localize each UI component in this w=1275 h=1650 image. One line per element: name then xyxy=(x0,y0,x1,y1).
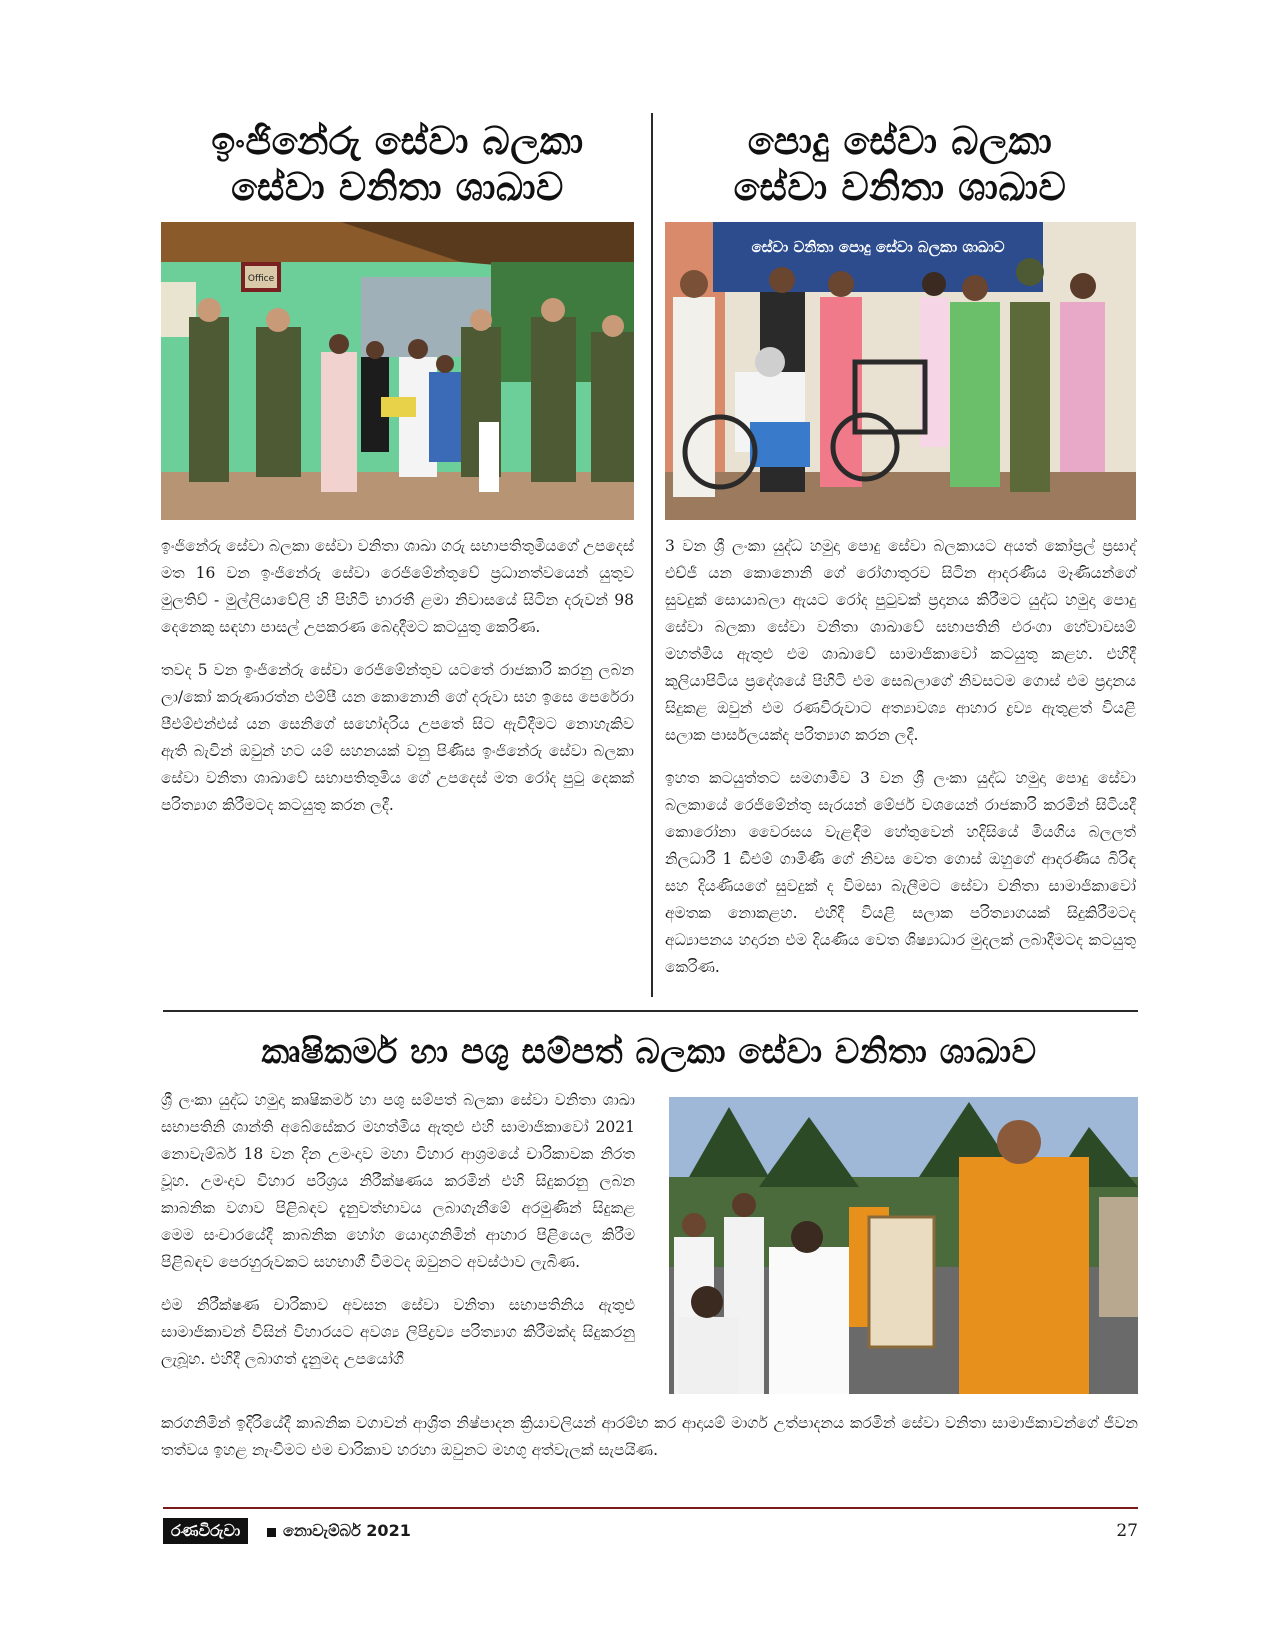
right-headline xyxy=(665,118,1135,210)
bottom-paragraph-2: එම නිරීක්ෂණ චාරිකාව අවසන සේවා වනිතා සභාපතිනිය ඇතුළු සාමාජිකාවන් විසින් විහාරයට අවශ්‍ය ලිපිද්‍රව්‍ය පරිත්‍යාග කිරීමක්ද සිදුකරනු ලැබූහ. එහිදී ලබාගත් දැනුමද උපයෝගී xyxy=(161,1296,635,1368)
right-paragraph-1: 3 වන ශ්‍රී ලංකා යුද්ධ හමුදා පොදු සේවා බලකායට අයත් කෝප්‍රල් ප්‍රසාද් එච්ජී යන කොනොනි ගේ රෝගාතුරව සිටින ආදරණීය මෑණියන්ගේ සුවදුක් සොයාබලා ඇයට රෝද පුටුවක් ප්‍රදානය කිරීමට යුද්ධ හමුදා පොදු සේවා බලකා සේවා වනිතා ශාඛාවේ සභාපතිනි එරංගා හේවාවසම් මහත්මිය ඇතුළු එම ශාඛාවේ සාමාජිකාවෝ කටයුතු කළහ. එහිදී කුලියාපිටිය ප්‍රදේශයේ පිහිටි එම සෙබලාගේ නිවසටම ගොස් එම ප්‍රදානය සිදුකළ ඔවුන් එම රණවිරුවාට අත්‍යාවශ්‍ය ආහාර ද්‍රව්‍ය ඇතුළත් වියළි සලාක පාර්සලයක්ද පරිත්‍යාග කරන ලදී. xyxy=(665,537,1136,744)
bottom-article-full-width xyxy=(161,1410,1138,1464)
bottom-paragraph-1: ශ්‍රී ලංකා යුද්ධ හමුදා කෘෂිකර්ම හා පශු සම්පත් බලකා සේවා වනිතා ශාඛා සභාපතිනි ශාන්ති අබේසේකර මහත්මිය ඇතුළු එහි සාමාජිකාවෝ 2021 නොවැම්බර් 18 වන දින උමංදාව මහා විහාර ආශ්‍රමයේ චාරිකාවක නිරත වූහ. උමංදාව විහාර පරිශ්‍රය නිරීක්ෂණය කරමින් එහි සිදුකරනු ලබන කාබනික වගාව පිළිබඳව දැනුවත්භාවය ලබාගැනීමේ අරමුණින් සිදුකළ මෙම සංචාරයේදී කාබනික හෝග යොදාගනිමින් ආහාර පිළියෙල කිරීම පිළිබඳව පෙරහුරුවකට සහභාගී වීමටද ඔවුනට අවස්ථාව ලැබිණ. xyxy=(161,1091,635,1271)
bottom-paragraph-3: කරගනිමින් ඉදිරියේදී කාබනික වගාවන් ආශ්‍රිත නිෂ්පාදන ක්‍රියාවලියන් ආරම්භ කර ආදායම් මාර්ග උත්පාදනය කරමින් සේවා වනිතා සාමාජිකාවන්ගේ ජීවන තත්වය ඉහළ නැංවීමට එම චාරිකාව හරහා ඔවුනට මහගු අත්වැලක් සැපයිණ. xyxy=(161,1414,1138,1459)
page-number: 27 xyxy=(1116,1521,1138,1541)
left-paragraph-1: ඉංජිනේරු සේවා බලකා සේවා වනිතා ශාඛා ගරු සභාපතිතුමියගේ උපදෙස් මත 16 වන ඉංජිනේරු සේවා රෙජිමේන්තුවේ ප්‍රධානත්වයෙන් යුතුව මුලතිව් - මුල්ලියාවේලි හි පිහිටි භාරතී ළමා නිවාසයේ සිටින දරුවන් 98 දෙනෙකු සඳහා පාසල් උපකරණ බෙදාදීමට කටයුතු කෙරිණ. xyxy=(161,537,634,636)
left-article-body xyxy=(161,533,634,819)
right-paragraph-2: ඉහත කටයුත්තට සමගාමීව 3 වන ශ්‍රී ලංකා යුද්ධ හමුදා පොදු සේවා බලකායේ රෙජිමේන්තු සැරයන් මේජර් වශයෙන් රාජකාරි කරමින් සිටියදී කොරෝනා වෛරසය වැළඳීම හේතුවෙන් හදිසියේ මියගිය බලලත් නිලධාරී 1 ඩීඑම් ගාමිණී ගේ නිවස වෙත ගොස් ඔහුගේ ආදරණීය බිරිඳ සහ දියණියගේ සුවදුක් ද විමසා බැලීමට සේවා වනිතා සාමාජිකාවෝ අමතක නොකළහ. එහිදී වියළි සලාක පරිත්‍යාගයක් සිදුකිරීමටද අධ්‍යාපනය හදාරන එම දියණිය වෙත ශිෂ්‍යාධාර මුදලක් ලබාදීමටද කටයුතු කෙරිණ. xyxy=(665,769,1136,976)
footer xyxy=(163,1518,1138,1548)
bottom-photo-temple-visit xyxy=(669,1097,1138,1394)
issue-date: නොවැම්බර් 2021 xyxy=(283,1521,411,1540)
footer-rule xyxy=(163,1507,1138,1509)
right-headline-line1: පොදු සේවා බලකා xyxy=(747,119,1053,163)
bottom-article-left-column xyxy=(161,1087,635,1373)
column-divider xyxy=(651,113,653,997)
left-headline-line1: ඉංජිනේරු සේවා බලකා xyxy=(211,119,584,163)
office-sign-text: Office xyxy=(247,274,275,284)
banner-text: සේවා වනිතා පොදු සේවා බලකා ශාඛාව xyxy=(751,238,1005,256)
left-headline-line2: සේවා වනිතා ශාඛාව xyxy=(231,165,564,209)
right-article-body xyxy=(665,533,1136,981)
left-photo-children-donation xyxy=(161,222,634,520)
left-headline xyxy=(160,118,635,210)
left-paragraph-2: තවද 5 වන ඉංජිනේරු සේවා රෙජිමේන්තුව යටතේ රාජකාරි කරනු ලබන ලා/කෝ කරුණාරත්න එම්පී යන කොනොනි ගේ දරුවා සහ ඉසෙ පෙරේරා පීඑම්එන්එස් යන සෙනිගේ සහෝදරිය උපතේ සිට ඇවිදීමට නොහැකිව ඇති බැවින් ඔවුන් හට යම් සහනයක් වනු පිණිස ඉංජිනේරු සේවා බලකා සේවා වනිතා ශාඛාවේ සභාපතිතුමිය ගේ උපදෙස් මත රෝද පුටු දෙකක් පරිත්‍යාග කිරීමටද කටයුතු කරන ලදී. xyxy=(161,661,634,814)
bottom-headline: කෘෂිකර්ම හා පශු සම්පත් බලකා සේවා වනිතා ශාඛාව xyxy=(261,1032,1037,1072)
right-headline-line2: සේවා වනිතා ශාඛාව xyxy=(733,165,1067,209)
magazine-brand: රණවිරුවා xyxy=(163,1518,248,1544)
footer-bullet-icon xyxy=(267,1528,276,1537)
section-divider xyxy=(163,1010,1138,1012)
right-photo-wheelchair-donation xyxy=(665,222,1136,520)
